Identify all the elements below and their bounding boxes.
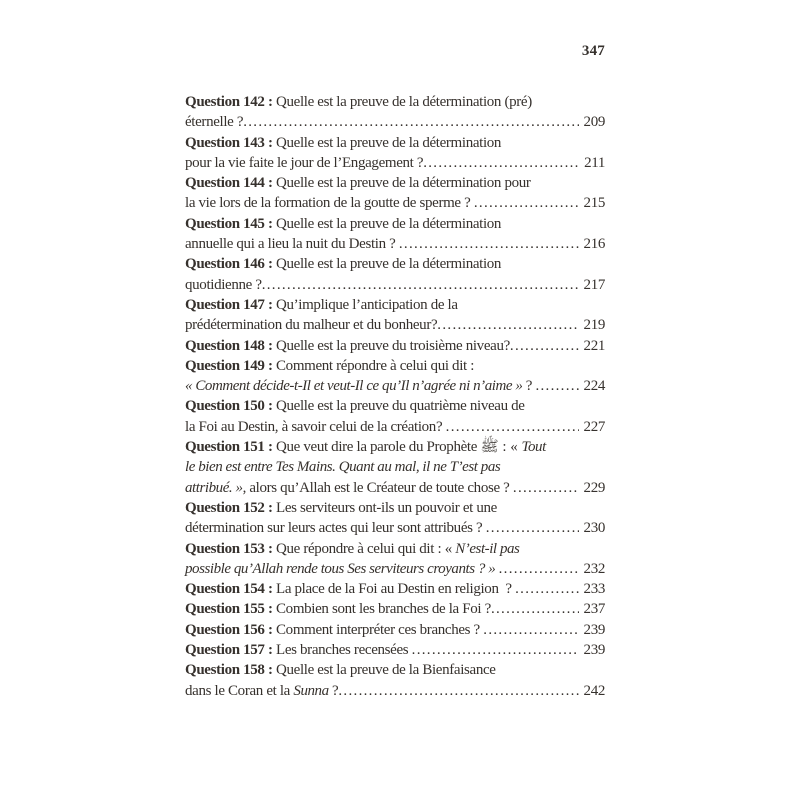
toc-text-segment: Sunna: [293, 682, 329, 699]
toc-text-segment: Question 154 :: [185, 581, 277, 598]
dot-leader: [483, 620, 578, 640]
toc-line: [185, 254, 605, 274]
toc-line: [185, 376, 605, 396]
toc-text-segment: attribué. »: [185, 479, 243, 496]
toc-text-segment: Question 151 :: [185, 439, 277, 456]
toc-text-segment: prédétermination du malheur et du bonheur?: [185, 317, 438, 334]
dot-leader: [499, 559, 579, 579]
toc-text-segment: Question 153 :: [185, 540, 277, 557]
toc-text-segment: Question 146 :: [185, 256, 277, 273]
toc-line: [185, 579, 605, 599]
toc-page-ref: 227: [583, 418, 605, 435]
table-of-contents: [185, 92, 605, 701]
toc-text-segment: Question 156 :: [185, 621, 277, 638]
toc-text-segment: La place de la Foi au Destin en religion ?: [276, 581, 516, 598]
toc-text-segment: Quelle est la preuve de la Bienfaisance: [276, 662, 496, 679]
toc-page-ref: 239: [583, 621, 605, 638]
toc-line: [185, 92, 605, 112]
toc-page-ref: 232: [583, 560, 605, 577]
toc-text-segment: Quelle est la preuve du troisième niveau?: [276, 337, 510, 354]
toc-entry: [185, 660, 605, 701]
toc-entry: [185, 336, 605, 356]
toc-page-ref: 217: [583, 276, 605, 293]
toc-text-segment: Question 157 :: [185, 642, 277, 659]
toc-entry: [185, 295, 605, 336]
toc-page-ref: 211: [584, 154, 605, 171]
dot-leader: [513, 478, 579, 498]
toc-page-ref: 229: [583, 479, 605, 496]
dot-leader: [262, 275, 579, 295]
toc-entry: [185, 92, 605, 133]
dot-leader: [399, 234, 579, 254]
dot-leader: [535, 376, 578, 396]
toc-entry: [185, 214, 605, 255]
toc-entry: [185, 356, 605, 397]
toc-text-segment: annuelle qui a lieu la nuit du Destin ?: [185, 236, 399, 253]
toc-text-segment: Question 150 :: [185, 398, 277, 415]
dot-leader: [243, 112, 578, 132]
toc-page-ref: 242: [583, 682, 605, 699]
toc-text-segment: le bien est entre Tes Mains. Quant au mal, il ne T’est pas: [185, 459, 501, 476]
toc-line: [185, 437, 605, 457]
toc-text-segment: Comment répondre à celui qui dit :: [276, 357, 475, 374]
toc-entry: [185, 437, 605, 498]
toc-line: [185, 295, 605, 315]
toc-text-segment: Question 143 :: [185, 134, 277, 151]
toc-line: [185, 417, 605, 437]
dot-leader: [437, 315, 578, 335]
toc-page-ref: 239: [583, 642, 605, 659]
toc-line: [185, 599, 605, 619]
toc-line: [185, 275, 605, 295]
toc-line: [185, 518, 605, 538]
toc-line: [185, 336, 605, 356]
toc-text-segment: Question 147 :: [185, 296, 277, 313]
toc-text-segment: Les serviteurs ont-ils un pouvoir et une: [276, 499, 497, 516]
toc-text-segment: Question 144 :: [185, 175, 277, 192]
toc-entry: [185, 498, 605, 539]
toc-text-segment: Qu’implique l’anticipation de la: [276, 296, 458, 313]
toc-text-segment: Quelle est la preuve de la détermination (pré): [276, 94, 532, 110]
toc-line: [185, 173, 605, 193]
toc-line: [185, 133, 605, 153]
toc-line: [185, 214, 605, 234]
toc-text-segment: la vie lors de la formation de la goutte de sperme ?: [185, 195, 474, 212]
toc-page-ref: 237: [583, 601, 605, 618]
toc-text-segment: Quelle est la preuve de la détermination: [276, 256, 502, 273]
toc-text-segment: Question 152 :: [185, 499, 277, 516]
toc-text-segment: « Comment décide-t-Il et veut-Il ce qu’Il n’agrée ni n’aime »: [185, 378, 526, 395]
toc-line: [185, 498, 605, 518]
dot-leader: [515, 579, 578, 599]
toc-text-segment: Question 158 :: [185, 662, 277, 679]
toc-text-segment: Quelle est la preuve de la détermination pour: [276, 175, 531, 192]
toc-text-segment: détermination sur leurs actes qui leur sont attribués ?: [185, 520, 486, 537]
toc-text-segment: Quelle est la preuve de la détermination: [276, 134, 502, 151]
toc-line: [185, 153, 605, 173]
toc-line: [185, 193, 605, 213]
toc-text-segment: possible qu’Allah rende tous Ses serviteurs croyants ? »: [185, 560, 499, 577]
toc-page-ref: 230: [583, 520, 605, 537]
toc-text-segment: ?: [328, 682, 339, 699]
toc-line: [185, 640, 605, 660]
toc-line: [185, 112, 605, 132]
toc-text-segment: Question 145 :: [185, 215, 277, 232]
dot-leader: [446, 417, 579, 437]
toc-entry: [185, 539, 605, 580]
toc-page-ref: 233: [583, 581, 605, 598]
toc-text-segment: N’est-il pas: [455, 540, 520, 557]
toc-line: [185, 356, 605, 376]
page-number: 347: [581, 43, 605, 59]
toc-text-segment: dans le Coran et la: [185, 682, 294, 699]
toc-line: [185, 559, 605, 579]
toc-entry: [185, 133, 605, 174]
toc-text-segment: Quelle est la preuve de la détermination: [276, 215, 502, 232]
dot-leader: [491, 599, 579, 619]
toc-text-segment: quotidienne ?: [185, 276, 262, 293]
toc-text-segment: , alors qu’Allah est le Créateur de toute chose ?: [242, 479, 513, 496]
toc-text-segment: Les branches recensées: [276, 642, 412, 659]
toc-line: [185, 315, 605, 335]
toc-line: [185, 234, 605, 254]
toc-line: [185, 457, 605, 477]
dot-leader: [412, 640, 579, 660]
dot-leader: [510, 336, 579, 356]
toc-entry: [185, 254, 605, 295]
dot-leader: [423, 153, 579, 173]
toc-text-segment: ?: [525, 378, 536, 395]
toc-page-ref: 221: [583, 337, 605, 354]
toc-entry: [185, 579, 605, 599]
toc-entry: [185, 599, 605, 619]
dot-leader: [338, 681, 578, 701]
toc-text-segment: la Foi au Destin, à savoir celui de la création?: [185, 418, 446, 435]
toc-line: [185, 681, 605, 701]
toc-page-ref: 219: [583, 317, 605, 334]
toc-page-ref: 215: [583, 195, 605, 212]
toc-text-segment: éternelle ?: [185, 114, 244, 131]
toc-text-segment: Que veut dire la parole du Prophète ﷺ : «: [276, 439, 522, 456]
toc-entry: [185, 620, 605, 640]
toc-page-ref: 209: [583, 114, 605, 131]
toc-text-segment: Question 148 :: [185, 337, 277, 354]
toc-text-segment: Question 142 :: [185, 94, 277, 110]
toc-entry: [185, 173, 605, 214]
toc-text-segment: Comment interpréter ces branches ?: [276, 621, 484, 638]
toc-entry: [185, 640, 605, 660]
toc-text-segment: Tout: [521, 439, 546, 456]
toc-text-segment: Quelle est la preuve du quatrième niveau de: [276, 398, 525, 415]
toc-page-ref: 224: [583, 378, 605, 395]
dot-leader: [474, 193, 579, 213]
dot-leader: [486, 518, 579, 538]
toc-line: [185, 396, 605, 416]
toc-page-ref: 216: [583, 236, 605, 253]
toc-line: [185, 660, 605, 680]
toc-line: [185, 620, 605, 640]
toc-text-segment: Question 155 :: [185, 601, 277, 618]
toc-text-segment: Question 149 :: [185, 357, 277, 374]
toc-entry: [185, 396, 605, 437]
toc-text-segment: Que répondre à celui qui dit : «: [276, 540, 456, 557]
toc-line: [185, 539, 605, 559]
toc-text-segment: pour la vie faite le jour de l’Engagement ?: [185, 154, 424, 171]
toc-text-segment: Combien sont les branches de la Foi ?: [276, 601, 491, 618]
toc-line: [185, 478, 605, 498]
